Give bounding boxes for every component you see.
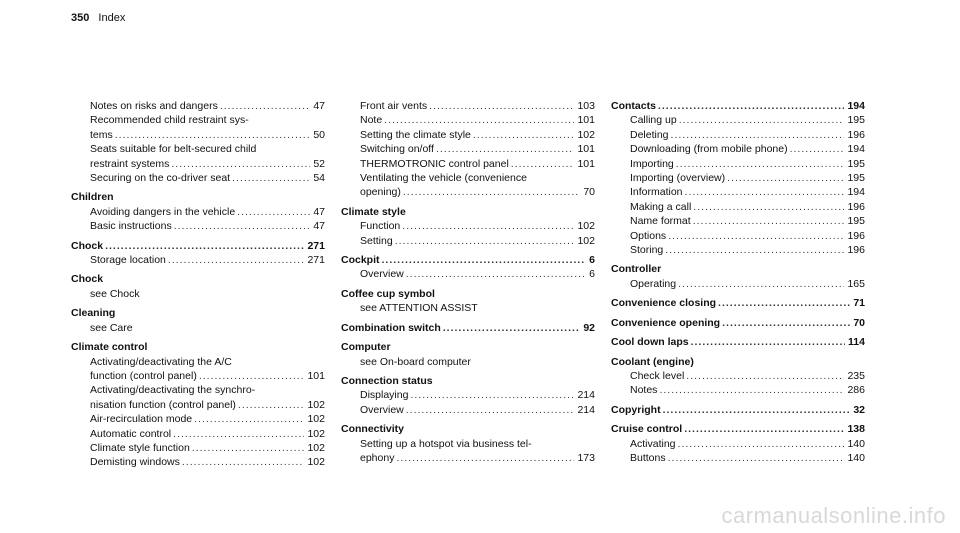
page-reference-link[interactable]: 196: [847, 229, 865, 242]
entry-text: Seats suitable for belt-secured child: [90, 143, 257, 156]
index-entry: [611, 316, 865, 330]
entry-text: Coolant (engine): [611, 355, 694, 368]
index-column-1: [71, 99, 325, 470]
entry-text: restraint systems: [90, 157, 170, 170]
entry-text: Basic instructions: [90, 220, 172, 233]
dot-leader: [395, 234, 575, 248]
index-entry: [71, 239, 325, 253]
index-subentry: [611, 200, 865, 214]
entry-text: Calling up: [630, 114, 677, 127]
page-reference-link[interactable]: 101: [577, 114, 595, 127]
entry-text: Convenience opening: [611, 316, 721, 329]
page-reference-link[interactable]: 102: [307, 413, 325, 426]
page-reference-link[interactable]: 195: [847, 157, 865, 170]
entry-text: Operating: [630, 277, 677, 290]
entry-text: see Chock: [90, 287, 140, 300]
dot-leader: [718, 296, 850, 310]
page-reference-link[interactable]: 286: [847, 384, 865, 397]
dot-leader: [473, 128, 575, 142]
index-subentry: [611, 157, 865, 171]
entry-text: Making a call: [630, 200, 692, 213]
index-subentry: [341, 219, 595, 233]
entry-text: Activating/deactivating the synchro-: [90, 384, 256, 397]
index-subentry: [611, 243, 865, 257]
entry-text: Front air vents: [360, 100, 428, 112]
index-subentry: [611, 113, 865, 127]
page-reference-link[interactable]: 194: [847, 100, 865, 112]
page-reference-link[interactable]: 52: [313, 157, 325, 170]
dot-leader: [727, 171, 844, 185]
dot-leader: [406, 267, 586, 281]
page-reference-link[interactable]: 194: [847, 186, 865, 199]
page-reference-link[interactable]: 165: [847, 277, 865, 290]
entry-text: Controller: [611, 263, 662, 276]
entry-text: Connection status: [341, 374, 433, 387]
entry-text: Notes on risks and dangers: [90, 100, 218, 112]
dot-leader: [671, 128, 845, 142]
page-reference-link[interactable]: 32: [853, 403, 865, 416]
page-reference-link[interactable]: 6: [589, 268, 595, 281]
entry-text: Importing (overview): [630, 172, 726, 185]
entry-text: Climate style function: [90, 441, 190, 454]
index-subentry: [71, 412, 325, 426]
index-entry: [341, 287, 595, 301]
entry-text: THERMOTRONIC control panel: [360, 157, 509, 170]
dot-leader: [658, 99, 845, 113]
entry-text: Activating/deactivating the A/C: [90, 355, 232, 368]
index-entry: [341, 422, 595, 436]
index-subentry: [71, 113, 325, 127]
entry-text: opening): [360, 186, 401, 199]
index-subentry: [341, 403, 595, 417]
entry-text: Setting: [360, 234, 393, 247]
page-reference-link[interactable]: 70: [853, 316, 865, 329]
index-subentry: [341, 128, 595, 142]
entry-text: Computer: [341, 341, 391, 354]
index-subentry: [611, 451, 865, 465]
index-entry: [611, 335, 865, 349]
index-subentry: [341, 267, 595, 281]
dot-leader: [511, 157, 575, 171]
entry-text: Climate control: [71, 341, 148, 354]
entry-text: Downloading (from mobile phone): [630, 143, 788, 156]
index-subentry: [71, 171, 325, 185]
page-reference-link[interactable]: 195: [847, 215, 865, 228]
dot-leader: [663, 403, 851, 417]
index-entry: [341, 374, 595, 388]
dot-leader: [173, 427, 304, 441]
index-subentry: [71, 99, 325, 113]
entry-text: Deleting: [630, 128, 669, 141]
index-subentry: [611, 383, 865, 397]
page-reference-link[interactable]: 196: [847, 200, 865, 213]
page-reference-link[interactable]: 214: [577, 403, 595, 416]
index-entry: [611, 403, 865, 417]
index-subentry: [341, 355, 595, 369]
dot-leader: [171, 157, 310, 171]
page-reference-link[interactable]: 47: [313, 220, 325, 233]
index-subentry: [611, 142, 865, 156]
page-reference-link[interactable]: 54: [313, 172, 325, 185]
page-reference-link[interactable]: 114: [848, 336, 865, 349]
index-subentry: [71, 142, 325, 156]
index-subentry: [341, 234, 595, 248]
index-subentry: [71, 355, 325, 369]
index-subentry: [341, 157, 595, 171]
index-subentry: [71, 427, 325, 441]
index-entry: [341, 253, 595, 267]
entry-text: Coffee cup symbol: [341, 287, 435, 300]
index-entry: [341, 340, 595, 354]
index-subentry: [611, 185, 865, 199]
dot-leader: [668, 451, 845, 465]
entry-text: Buttons: [630, 451, 666, 464]
index-subentry: [611, 128, 865, 142]
index-entry: [71, 272, 325, 286]
entry-text: function (control panel): [90, 369, 197, 382]
dot-leader: [693, 200, 844, 214]
index-entry: [341, 205, 595, 219]
dot-leader: [693, 214, 845, 228]
page-reference-link[interactable]: 102: [577, 128, 595, 141]
entry-text: Contacts: [611, 100, 656, 112]
page-reference-link[interactable]: 195: [847, 114, 865, 127]
dot-leader: [199, 369, 305, 383]
entry-text: Avoiding dangers in the vehicle: [90, 205, 236, 218]
page-reference-link[interactable]: 103: [577, 100, 595, 112]
dot-leader: [168, 253, 305, 267]
index-subentry: [71, 398, 325, 412]
entry-text: Switching on/off: [360, 143, 434, 156]
index-subentry: [611, 437, 865, 451]
dot-leader: [237, 205, 310, 219]
entry-text: Importing: [630, 157, 674, 170]
index-subentry: [341, 388, 595, 402]
page-reference-link[interactable]: 102: [307, 456, 325, 469]
page-reference-link[interactable]: 47: [313, 100, 325, 112]
entry-text: Cool down laps: [611, 336, 689, 349]
dot-leader: [686, 369, 844, 383]
dot-leader: [684, 422, 844, 436]
page-reference-link[interactable]: 70: [583, 186, 595, 199]
page-reference-link[interactable]: 102: [577, 234, 595, 247]
entry-text: Name format: [630, 215, 691, 228]
page-reference-link[interactable]: 194: [847, 143, 865, 156]
dot-leader: [668, 229, 844, 243]
entry-text: Cleaning: [71, 307, 116, 320]
entry-text: see On-board computer: [360, 355, 471, 368]
watermark-logo: carmanualsonline.info: [721, 503, 946, 528]
page-reference-link[interactable]: 71: [853, 297, 865, 310]
page-reference-link[interactable]: 102: [307, 441, 325, 454]
entry-text: Cockpit: [341, 254, 380, 267]
index-subentry: [341, 113, 595, 127]
entry-text: Connectivity: [341, 423, 405, 436]
page-reference-link[interactable]: 138: [847, 423, 865, 436]
dot-leader: [679, 113, 845, 127]
index-subentry: [71, 441, 325, 455]
entry-text: Demisting windows: [90, 456, 180, 469]
entry-text: Overview: [360, 268, 404, 281]
dot-leader: [685, 185, 845, 199]
dot-leader: [396, 451, 574, 465]
entry-text: see Care: [90, 321, 133, 334]
dot-leader: [790, 142, 845, 156]
index-entry: [71, 340, 325, 354]
page-reference-link[interactable]: 101: [577, 157, 595, 170]
entry-text: Setting up a hotspot via business tel-: [360, 437, 532, 450]
page-header: [71, 12, 125, 24]
entry-text: Storing: [630, 244, 664, 257]
page-reference-link[interactable]: 47: [313, 205, 325, 218]
index-entry: [71, 190, 325, 204]
index-subentry: [71, 128, 325, 142]
dot-leader: [232, 171, 310, 185]
page-reference-link[interactable]: 6: [589, 254, 595, 267]
index-column-2: [341, 99, 595, 465]
index-entry: [611, 296, 865, 310]
page-reference-link[interactable]: 140: [847, 451, 865, 464]
entry-text: Children: [71, 191, 114, 204]
entry-text: Ventilating the vehicle (convenience: [360, 172, 527, 185]
index-entry: [611, 422, 865, 436]
index-subentry: [341, 451, 595, 465]
dot-leader: [429, 99, 574, 113]
entry-text: Function: [360, 220, 401, 233]
dot-leader: [665, 243, 844, 257]
index-subentry: [341, 301, 595, 315]
entry-text: Chock: [71, 273, 104, 286]
section-title: Index: [98, 12, 126, 24]
entry-text: Automatic control: [90, 427, 172, 440]
entry-text: Recommended child restraint sys-: [90, 114, 249, 127]
index-entry: [71, 306, 325, 320]
index-subentry: [71, 383, 325, 397]
entry-text: Notes: [630, 384, 658, 397]
index-subentry: [71, 205, 325, 219]
dot-leader: [105, 239, 304, 253]
entry-text: Activating: [630, 437, 676, 450]
dot-leader: [238, 398, 305, 412]
index-subentry: [611, 171, 865, 185]
dot-leader: [676, 157, 845, 171]
index-subentry: [341, 437, 595, 451]
page-reference-link[interactable]: 101: [577, 143, 595, 156]
dot-leader: [443, 321, 581, 335]
index-subentry: [71, 369, 325, 383]
page-reference-link[interactable]: 195: [847, 172, 865, 185]
index-column-3: [611, 99, 865, 465]
index-subentry: [341, 185, 595, 199]
dot-leader: [403, 185, 580, 199]
entry-text: Options: [630, 229, 667, 242]
page-reference-link[interactable]: 271: [307, 239, 325, 252]
entry-text: ephony: [360, 451, 395, 464]
dot-leader: [406, 403, 575, 417]
index-subentry: [611, 229, 865, 243]
index-entry: [341, 321, 595, 335]
index-entry: [611, 355, 865, 369]
entry-text: Note: [360, 114, 383, 127]
index-subentry: [611, 277, 865, 291]
dot-leader: [436, 142, 575, 156]
entry-text: Displaying: [360, 389, 409, 402]
index-subentry: [71, 219, 325, 233]
index-entry: [611, 262, 865, 276]
index-subentry: [341, 142, 595, 156]
entry-text: see ATTENTION ASSIST: [360, 302, 478, 315]
entry-text: Chock: [71, 239, 104, 252]
entry-text: Storage location: [90, 254, 166, 267]
dot-leader: [194, 412, 304, 426]
dot-leader: [678, 437, 845, 451]
page-reference-link[interactable]: 173: [577, 451, 595, 464]
page-reference-link[interactable]: 196: [847, 128, 865, 141]
entry-text: Setting the climate style: [360, 128, 471, 141]
page-reference-link[interactable]: 102: [307, 427, 325, 440]
page-reference-link[interactable]: 92: [583, 321, 595, 334]
entry-text: nisation function (control panel): [90, 398, 236, 411]
entry-text: Climate style: [341, 205, 406, 218]
dot-leader: [174, 219, 311, 233]
dot-leader: [220, 99, 310, 113]
dot-leader: [691, 335, 845, 349]
page-reference-link[interactable]: 196: [847, 244, 865, 257]
dot-leader: [384, 113, 574, 127]
page-reference-link[interactable]: 235: [847, 369, 865, 382]
dot-leader: [678, 277, 844, 291]
page-reference-link[interactable]: 271: [307, 254, 325, 267]
entry-text: Copyright: [611, 403, 661, 416]
entry-text: Overview: [360, 403, 404, 416]
page-reference-link[interactable]: 102: [307, 398, 325, 411]
dot-leader: [382, 253, 587, 267]
entry-text: Information: [630, 186, 683, 199]
page-reference-link[interactable]: 101: [307, 369, 325, 382]
entry-text: Convenience closing: [611, 297, 717, 310]
dot-leader: [722, 316, 850, 330]
entry-text: Securing on the co-driver seat: [90, 172, 231, 185]
index-subentry: [611, 214, 865, 228]
index-subentry: [71, 157, 325, 171]
index-subentry: [611, 369, 865, 383]
dot-leader: [182, 455, 305, 469]
page-reference-link[interactable]: 140: [847, 437, 865, 450]
entry-text: tems: [90, 128, 113, 141]
entry-text: Cruise control: [611, 423, 683, 436]
index-subentry: [341, 171, 595, 185]
entry-text: Check level: [630, 369, 685, 382]
index-subentry: [71, 287, 325, 301]
page-reference-link[interactable]: 50: [313, 128, 325, 141]
index-subentry: [341, 99, 595, 113]
dot-leader: [192, 441, 305, 455]
dot-leader: [115, 128, 311, 142]
page-reference-link[interactable]: 214: [577, 389, 595, 402]
index-subentry: [71, 455, 325, 469]
entry-text: Air-recirculation mode: [90, 413, 193, 426]
dot-leader: [410, 388, 574, 402]
index-entry: [611, 99, 865, 113]
dot-leader: [659, 383, 844, 397]
page-reference-link[interactable]: 102: [577, 220, 595, 233]
index-subentry: [71, 321, 325, 335]
entry-text: Combination switch: [341, 321, 441, 334]
page-number: 350: [71, 12, 90, 24]
dot-leader: [402, 219, 574, 233]
index-subentry: [71, 253, 325, 267]
